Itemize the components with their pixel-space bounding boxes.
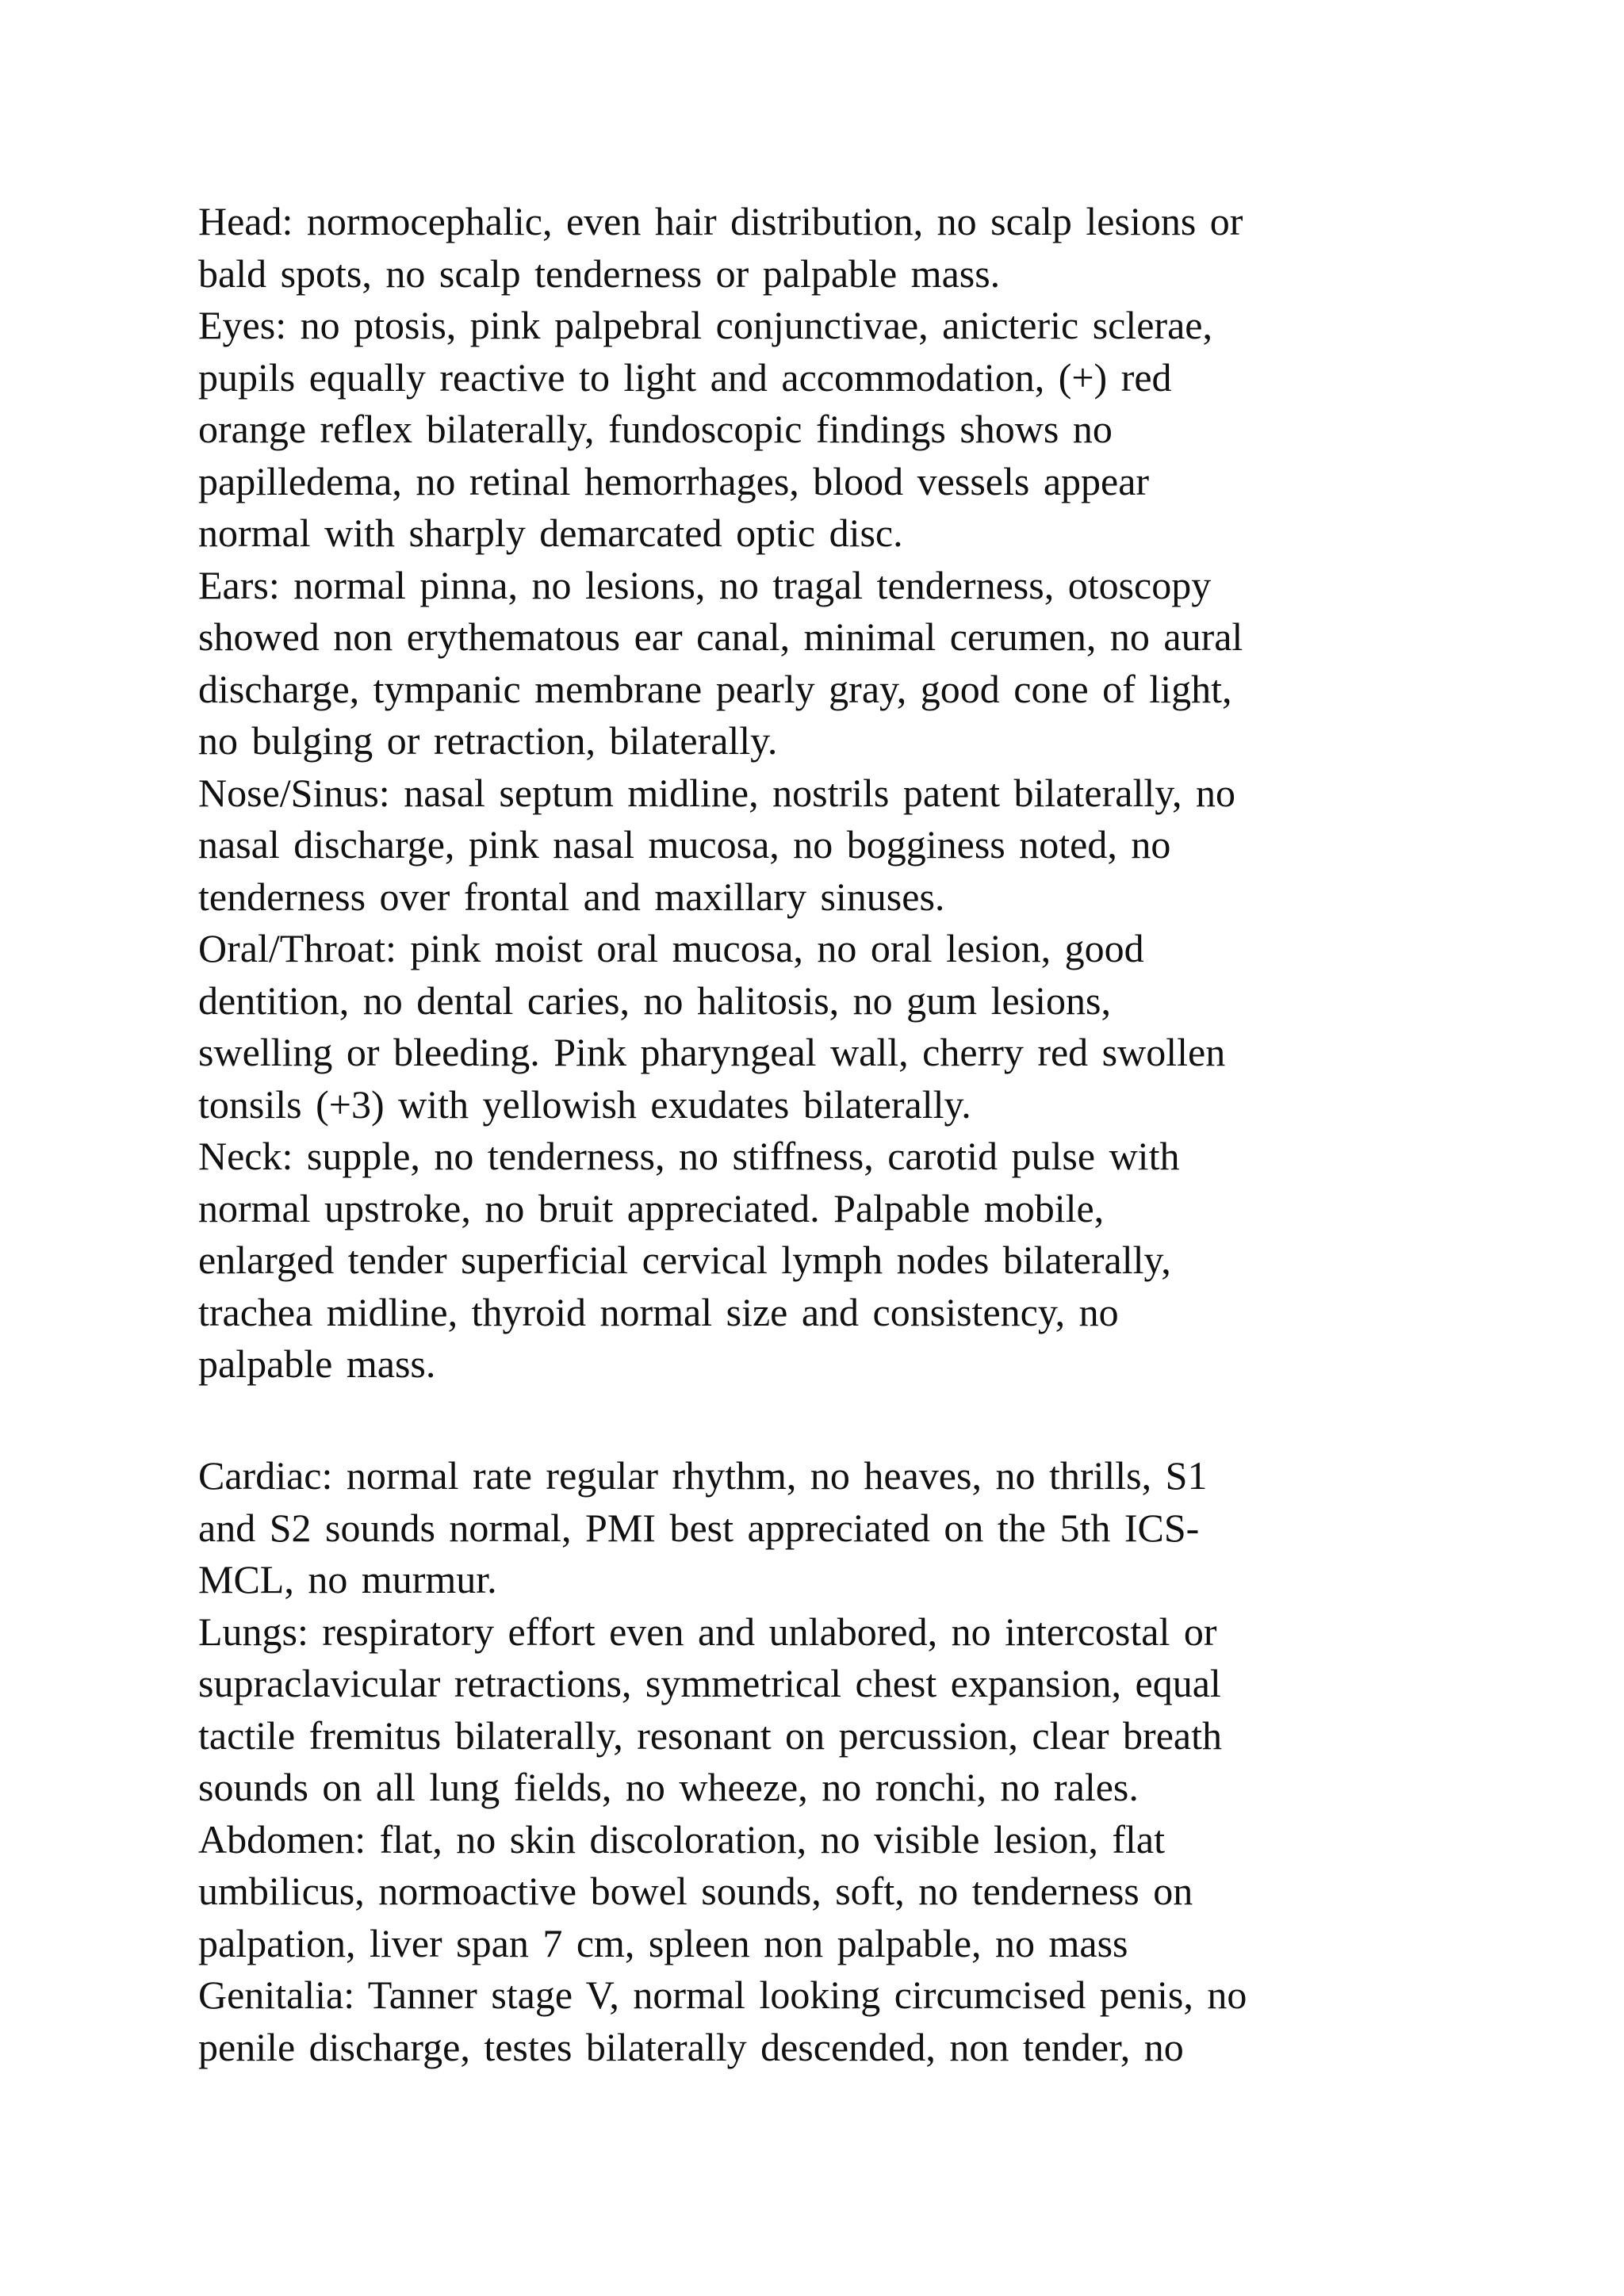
- text-line: normal upstroke, no bruit appreciated. Palpable mobile,: [198, 1185, 1105, 1230]
- text-line: Cardiac: normal rate regular rhythm, no heaves, no thrills, S1: [198, 1453, 1208, 1498]
- text-line: orange reflex bilaterally, fundoscopic findings shows no: [198, 407, 1113, 451]
- text-line: Lungs: respiratory effort even and unlabored, no intercostal or: [198, 1609, 1217, 1654]
- text-line: enlarged tender superficial cervical lymph nodes bilaterally,: [198, 1238, 1171, 1282]
- text-line: Neck: supple, no tenderness, no stiffness, carotid pulse with: [198, 1134, 1180, 1178]
- text-line: palpation, liver span 7 cm, spleen non palpable, no mass: [198, 1920, 1128, 1965]
- text-line: tenderness over frontal and maxillary sinuses.: [198, 874, 945, 919]
- text-line: penile discharge, testes bilaterally descended, non tender, no: [198, 2024, 1184, 2069]
- text-line: sounds on all lung fields, no wheeze, no ronchi, no rales.: [198, 1765, 1139, 1809]
- text-line: dentition, no dental caries, no halitosis, no gum lesions,: [198, 978, 1111, 1023]
- text-line: supraclavicular retractions, symmetrical chest expansion, equal: [198, 1661, 1221, 1705]
- text-line: no bulging or retraction, bilaterally.: [198, 718, 778, 763]
- text-line: tactile fremitus bilaterally, resonant on percussion, clear breath: [198, 1712, 1222, 1758]
- text-line: umbilicus, normoactive bowel sounds, soft, no tenderness on: [198, 1869, 1193, 1913]
- text-line: Abdomen: flat, no skin discoloration, no visible lesion, flat: [198, 1816, 1166, 1862]
- text-line: trachea midline, thyroid normal size and consistency, no: [198, 1289, 1119, 1334]
- text-line: and S2 sounds normal, PMI best appreciated on the 5th ICS-: [198, 1505, 1200, 1550]
- text-line: Nose/Sinus: nasal septum midline, nostrils patent bilaterally, no: [198, 770, 1235, 815]
- text-line: nasal discharge, pink nasal mucosa, no bogginess noted, no: [198, 822, 1171, 867]
- text-line: showed non erythematous ear canal, minimal cerumen, no aural: [198, 614, 1243, 659]
- text-line: MCL, no murmur.: [198, 1557, 497, 1601]
- text-line: swelling or bleeding. Pink pharyngeal wall, cherry red swollen: [198, 1030, 1226, 1074]
- text-line: Eyes: no ptosis, pink palpebral conjunctivae, anicteric sclerae,: [198, 303, 1212, 347]
- text-line: Oral/Throat: pink moist oral mucosa, no oral lesion, good: [198, 926, 1144, 970]
- text-line: Genitalia: Tanner stage V, normal looking circumcised penis, no: [198, 1973, 1247, 2017]
- text-line: Ears: normal pinna, no lesions, no tragal tenderness, otoscopy: [198, 562, 1212, 607]
- text-line: normal with sharply demarcated optic disc.: [198, 511, 903, 555]
- text-line: palpable mass.: [198, 1341, 436, 1386]
- text-line: papilledema, no retinal hemorrhages, blood vessels appear: [198, 458, 1150, 503]
- text-line: Head: normocephalic, even hair distribution, no scalp lesions or: [198, 199, 1243, 243]
- text-line: tonsils (+3) with yellowish exudates bilaterally.: [198, 1081, 971, 1127]
- text-line: pupils equally reactive to light and accommodation, (+) red: [198, 354, 1172, 400]
- text-line: discharge, tympanic membrane pearly gray, good cone of light,: [198, 666, 1232, 711]
- exam-notes-block-2: [198, 1450, 1546, 2073]
- exam-notes-block-1: [198, 196, 1546, 1391]
- text-line: bald spots, no scalp tenderness or palpable mass.: [198, 251, 1001, 296]
